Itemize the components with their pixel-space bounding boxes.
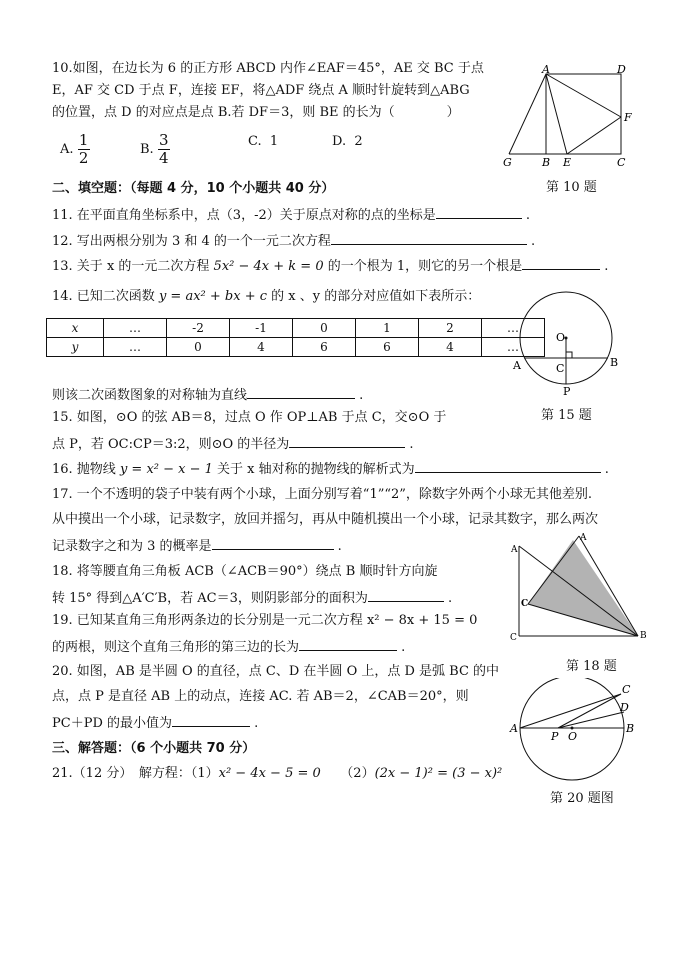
table-cell: 0: [293, 319, 356, 338]
fig15-label-o: O: [556, 331, 566, 344]
fig10-label-a: A: [542, 64, 550, 76]
q20-line2: 点，点 P 是直径 AB 上的动点，连接 AC. 若 AB＝2，∠CAB＝20°，则: [52, 689, 469, 704]
figure-20-caption: 第 20 题图: [550, 791, 614, 806]
fig20-label-p: P: [551, 730, 559, 743]
fig10-label-d: D: [617, 64, 626, 76]
table-header-y: y: [47, 338, 104, 357]
q19-line1: 19. 已知某直角三角形两条边的长分别是一元二次方程 x² − 8x + 15 = 0: [52, 613, 478, 628]
q14-equation: y = ax² + bx + c: [158, 289, 267, 304]
option-a-denominator: 2: [78, 149, 89, 167]
q21-equation-1: x² − 4x − 5 = 0: [218, 766, 321, 781]
q11-text: 11. 在平面直角坐标系中，点（3，-2）关于原点对称的点的坐标是: [52, 208, 436, 223]
q10-option-c: [248, 134, 278, 149]
q11: 11. 在平面直角坐标系中，点（3，-2）关于原点对称的点的坐标是 .: [52, 205, 530, 225]
fig10-label-g: G: [503, 156, 512, 169]
q13-answer-blank[interactable]: [522, 256, 600, 270]
q13-equation: 5x² − 4x + k = 0: [213, 259, 324, 274]
fig20-label-o: O: [568, 730, 578, 743]
q20-line1: 20. 如图，AB 是半圆 O 的直径，点 C、D 在半圆 O 上，点 D 是弧 BC 的中: [52, 664, 500, 679]
q20-answer-blank[interactable]: [172, 713, 250, 727]
q21: [52, 765, 502, 783]
q18-answer-blank[interactable]: [368, 588, 444, 602]
figure-20: [508, 678, 638, 784]
fig10-label-c: C: [617, 156, 626, 169]
figure-10-caption: 第 10 题: [546, 180, 597, 195]
fig10-label-e: E: [563, 156, 572, 169]
q20-line3-text: PC＋PD 的最小值为: [52, 716, 172, 731]
fig15-label-a: A: [513, 359, 521, 372]
figure-10: [500, 64, 640, 170]
option-a-fraction: [78, 132, 90, 167]
q10-option-a: [60, 132, 90, 167]
q16: 16. 抛物线 y = x² − x − 1 关于 x 轴对称的抛物线的解析式为 .: [52, 459, 609, 479]
q17-line1: 17. 一个不透明的袋子中装有两个小球，上面分别写着“1”“2”，除数字外两个小球无其他差别.: [52, 487, 593, 502]
q10-option-b: [140, 132, 170, 167]
table-cell: -2: [167, 319, 230, 338]
q10-line3: 的位置，点 D 的对应点是点 B.若 DF＝3，则 BE 的长为（ ）: [52, 105, 460, 120]
fig18-label-c-prime: C: [521, 599, 529, 609]
figure-18-caption: 第 18 题: [566, 659, 617, 674]
q19-line2-text: 的两根，则这个直角三角形的第三边的长为: [52, 640, 300, 655]
q19-answer-blank[interactable]: [299, 637, 397, 651]
q14-answer-blank[interactable]: [247, 385, 355, 399]
q16-text-post: 关于 x 轴对称的抛物线的解析式为: [212, 462, 415, 477]
q21-equation-2: (2x − 1)² = (3 − x)²: [374, 766, 503, 781]
fig18-label-c: C: [510, 633, 517, 643]
option-b-fraction: [158, 132, 170, 167]
fig15-label-c: C: [556, 362, 565, 375]
q18-line2-text: 转 15° 得到△A′C′B，若 AC＝3，则阴影部分的面积为: [52, 591, 368, 606]
q15-line2-text: 点 P，若 OC:CP＝3:2，则⊙O 的半径为: [52, 437, 290, 452]
fig20-label-c: C: [622, 683, 631, 696]
table-cell: …: [104, 338, 167, 357]
table-cell: 0: [167, 338, 230, 357]
q16-equation: y = x² − x − 1: [119, 462, 213, 477]
fig10-label-f: F: [624, 111, 632, 124]
q14-table: [46, 318, 545, 357]
option-a-label: A.: [60, 142, 74, 157]
q12-text: 12. 写出两根分别为 3 和 4 的一个一元二次方程: [52, 234, 331, 249]
fig10-label-b: B: [542, 156, 551, 169]
q11-answer-blank[interactable]: [436, 205, 522, 219]
fig15-label-p: P: [563, 385, 571, 396]
fig18-shaded-region: [528, 540, 638, 636]
q12-answer-blank[interactable]: [331, 231, 527, 245]
table-cell: 6: [356, 338, 419, 357]
fig18-label-b: B: [640, 631, 647, 641]
q17-line2: 从中摸出一个小球，记录数字，放回并摇匀，再从中随机摸出一个小球，记录其数字，那么两次: [52, 512, 599, 527]
q16-answer-blank[interactable]: [415, 459, 601, 473]
q10-line1: 10.如图，在边长为 6 的正方形 ABCD 内作∠EAF＝45°，AE 交 BC 于点: [52, 61, 484, 76]
fig18-label-a: A: [511, 545, 518, 555]
table-cell: 2: [419, 319, 482, 338]
q18-line1: 18. 将等腰直角三角板 ACB（∠ACB＝90°）绕点 B 顺时针方向旋: [52, 564, 438, 579]
q14: [52, 288, 480, 306]
q20-line3: PC＋PD 的最小值为 .: [52, 713, 258, 733]
q17-answer-blank[interactable]: [212, 536, 334, 550]
q13-text-post: 的一个根为 1，则它的另一个根是: [323, 259, 523, 274]
q10-option-d: [332, 134, 363, 149]
q21-text-pre: 21.（12 分） 解方程：（1）: [52, 766, 219, 781]
q16-text-pre: 16. 抛物线: [52, 462, 120, 477]
q14-followup: 则该二次函数图象的对称轴为直线 .: [52, 385, 363, 405]
option-d-label: D.: [332, 134, 347, 149]
q17-line3: 记录数字之和为 3 的概率是 .: [52, 536, 342, 556]
option-b-denominator: 4: [159, 149, 169, 167]
q14-after-text: 则该二次函数图象的对称轴为直线: [52, 388, 248, 403]
q12: 12. 写出两根分别为 3 和 4 的一个一元二次方程 .: [52, 231, 535, 251]
table-cell: …: [482, 338, 545, 357]
table-header-x: x: [47, 319, 104, 338]
option-c-value: 1: [269, 134, 279, 149]
figure-15: [510, 290, 620, 396]
option-b-numerator: 3: [159, 131, 169, 149]
section-3-title: 三、解答题：（6 个小题共 70 分）: [52, 741, 256, 756]
section-2-title: 二、填空题：（每题 4 分，10 个小题共 40 分）: [52, 181, 335, 196]
fig20-label-a: A: [510, 722, 518, 735]
q13-text-pre: 13. 关于 x 的一元二次方程: [52, 259, 214, 274]
table-row-x: [47, 319, 545, 338]
table-cell: -1: [230, 319, 293, 338]
q10-line2: E，AF 交 CD 于点 F，连接 EF，将△ADF 绕点 A 顺时针旋转到△ABG: [52, 83, 470, 98]
table-cell: …: [482, 319, 545, 338]
fig18-label-a-prime: A: [580, 533, 587, 543]
figure-15-caption: 第 15 题: [541, 408, 592, 423]
q18-line2: 转 15° 得到△A′C′B，若 AC＝3，则阴影部分的面积为 .: [52, 588, 452, 608]
option-a-numerator: 1: [78, 131, 89, 149]
q15-line1: 15. 如图，⊙O 的弦 AB＝8，过点 O 作 OP⊥AB 于点 C，交⊙O 于: [52, 410, 447, 425]
table-cell: 4: [419, 338, 482, 357]
q14-text-pre: 14. 已知二次函数: [52, 289, 159, 304]
table-row-y: [47, 338, 545, 357]
option-d-value: 2: [354, 134, 363, 149]
q15-line2: 点 P，若 OC:CP＝3:2，则⊙O 的半径为 .: [52, 434, 414, 454]
fig15-label-b: B: [610, 356, 619, 369]
option-b-label: B.: [140, 142, 154, 157]
q21-text-mid: （2）: [320, 766, 375, 781]
fig20-label-b: B: [626, 722, 635, 735]
q19-line2: 的两根，则这个直角三角形的第三边的长为 .: [52, 637, 405, 657]
table-cell: 1: [356, 319, 419, 338]
option-c-label: C.: [248, 134, 262, 149]
q15-answer-blank[interactable]: [289, 434, 405, 448]
table-cell: 4: [230, 338, 293, 357]
figure-18: [506, 532, 656, 646]
table-cell: …: [104, 319, 167, 338]
q17-line3-text: 记录数字之和为 3 的概率是: [52, 539, 212, 554]
q14-text-post: 的 x 、y 的部分对应值如下表所示：: [267, 289, 481, 304]
table-cell: 6: [293, 338, 356, 357]
q13: 13. 关于 x 的一元二次方程 5x² − 4x + k = 0 的一个根为 1，则它的另一个根是 .: [52, 256, 608, 276]
fig20-label-d: D: [620, 701, 629, 714]
